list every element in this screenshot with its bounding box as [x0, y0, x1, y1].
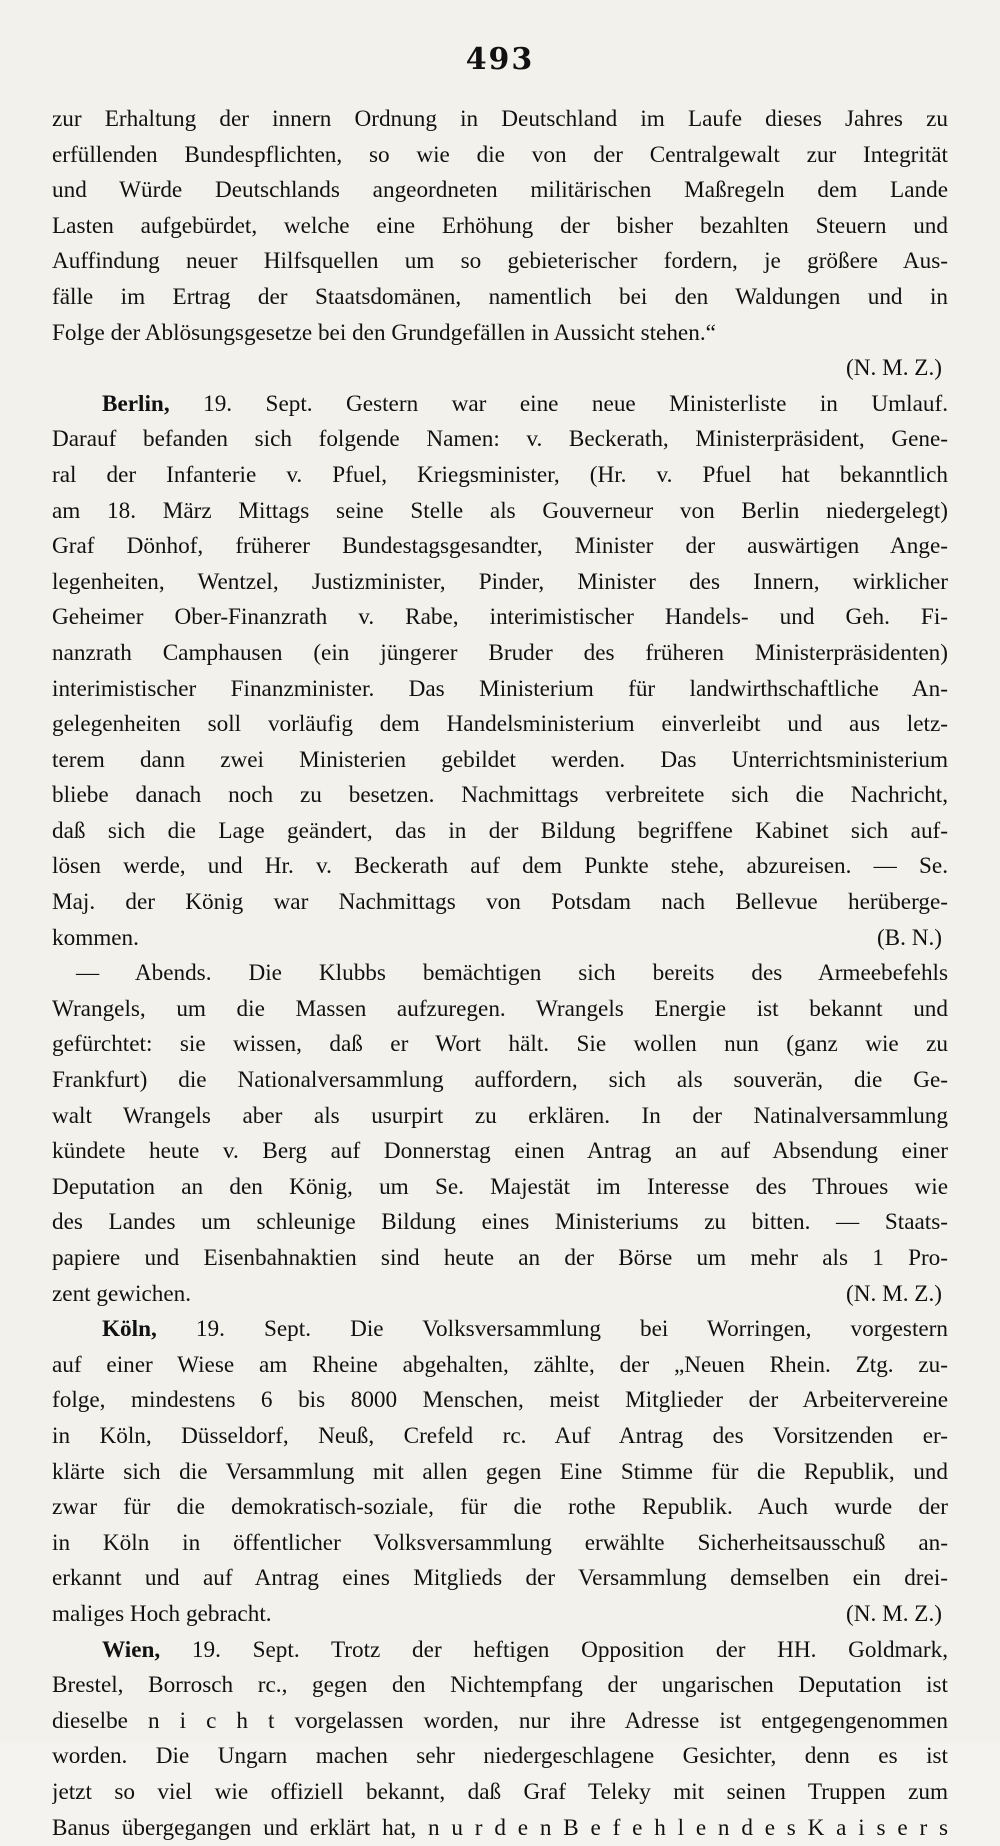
- text-line: Folge der Ablösungsgesetze bei den Grundgefällen in Aussicht stehen.“: [52, 316, 948, 352]
- text-line: Wrangels, um die Massen aufzuregen. Wrangels Energie ist bekannt und: [52, 992, 948, 1028]
- text-line: Deputation an den König, um Se. Majestät im Interesse des Throues wie: [52, 1170, 948, 1206]
- text-line: bliebe danach noch zu besetzen. Nachmittags verbreitete sich die Nachricht,: [52, 778, 948, 814]
- text-body: [52, 102, 948, 1846]
- text-line: Auffindung neuer Hilfsquellen um so gebieterischer fordern, je größere Aus-: [52, 244, 948, 280]
- text-line: Lasten aufgebürdet, welche eine Erhöhung der bisher bezahlten Steuern und: [52, 209, 948, 245]
- closing-line: [52, 921, 948, 957]
- text-line: papiere und Eisenbahnaktien sind heute an der Börse um mehr als 1 Pro-: [52, 1241, 948, 1277]
- source-citation: (N. M. Z.): [52, 351, 948, 387]
- text-line: klärte sich die Versammlung mit allen gegen Eine Stimme für die Republik, und: [52, 1455, 948, 1491]
- text-line: kündete heute v. Berg auf Donnerstag einen Antrag an auf Absendung einer: [52, 1134, 948, 1170]
- place-name: Berlin,: [102, 391, 170, 417]
- text-line-end: maliges Hoch gebracht.: [52, 1597, 272, 1633]
- text-line: jetzt so viel wie offiziell bekannt, daß Graf Teleky mit seinen Truppen zum: [52, 1775, 948, 1811]
- text-line: in Köln, Düsseldorf, Neuß, Crefeld rc. Auf Antrag des Vorsitzenden er-: [52, 1419, 948, 1455]
- text-line: lösen werde, und Hr. v. Beckerath auf dem Punkte stehe, abzureisen. — Se.: [52, 849, 948, 885]
- text-line: — Abends. Die Klubbs bemächtigen sich bereits des Armeebefehls: [52, 956, 948, 992]
- text-line-start: 19. Sept. Trotz der heftigen Opposition der HH. Goldmark,: [192, 1637, 948, 1663]
- text-line: und Würde Deutschlands angeordneten militärischen Maßregeln dem Lande: [52, 173, 948, 209]
- source-citation: (B. N.): [877, 921, 948, 957]
- text-line-end: zent gewichen.: [52, 1277, 191, 1313]
- text-line: nanzrath Camphausen (ein jüngerer Bruder des früheren Ministerpräsidenten): [52, 636, 948, 672]
- article-heading-line: [52, 1312, 948, 1348]
- text-line: ral der Infanterie v. Pfuel, Kriegsminister, (Hr. v. Pfuel hat bekanntlich: [52, 458, 948, 494]
- text-line: am 18. März Mittags seine Stelle als Gouverneur von Berlin niedergelegt): [52, 494, 948, 530]
- source-citation: (N. M. Z.): [846, 1277, 948, 1313]
- text-line: gefürchtet: sie wissen, daß er Wort hält. Sie wollen nun (ganz wie zu: [52, 1027, 948, 1063]
- text-line: interimistischer Finanzminister. Das Ministerium für landwirthschaftliche An-: [52, 672, 948, 708]
- page-number: 493: [52, 42, 948, 80]
- text-line: Frankfurt) die Nationalversammlung auffordern, sich als souverän, die Ge-: [52, 1063, 948, 1099]
- text-line: daß sich die Lage geändert, das in der Bildung begriffene Kabinet sich auf-: [52, 814, 948, 850]
- text-line: erfüllenden Bundespflichten, so wie die von der Centralgewalt zur Integrität: [52, 138, 948, 174]
- place-name: Köln,: [102, 1316, 157, 1342]
- closing-line: [52, 1597, 948, 1633]
- text-line: Banus übergegangen und erklärt hat, n u r d e n B e f e h l e n d e s K a i s e r s: [52, 1811, 948, 1846]
- text-line: zur Erhaltung der innern Ordnung in Deutschland im Laufe dieses Jahres zu: [52, 102, 948, 138]
- place-name: Wien,: [102, 1637, 160, 1663]
- text-line: gelegenheiten soll vorläufig dem Handelsministerium einverleibt und aus letz-: [52, 707, 948, 743]
- article-heading-line: [52, 1633, 948, 1669]
- text-line: fälle im Ertrag der Staatsdomänen, namentlich bei den Waldungen und in: [52, 280, 948, 316]
- text-line: zwar für die demokratisch-soziale, für die rothe Republik. Auch wurde der: [52, 1490, 948, 1526]
- text-line: auf einer Wiese am Rheine abgehalten, zählte, der „Neuen Rhein. Ztg. zu-: [52, 1348, 948, 1384]
- text-line: Brestel, Borrosch rc., gegen den Nichtempfang der ungarischen Deputation ist: [52, 1668, 948, 1704]
- text-line-start: 19. Sept. Die Volksversammlung bei Worringen, vorgestern: [196, 1316, 948, 1342]
- text-line: worden. Die Ungarn machen sehr niedergeschlagene Gesichter, denn es ist: [52, 1739, 948, 1775]
- text-line-end: kommen.: [52, 921, 139, 957]
- text-line: terem dann zwei Ministerien gebildet werden. Das Unterrichtsministerium: [52, 743, 948, 779]
- text-line: des Landes um schleunige Bildung eines Ministeriums zu bitten. — Staats-: [52, 1205, 948, 1241]
- text-line-start: 19. Sept. Gestern war eine neue Ministerliste in Umlauf.: [203, 391, 948, 417]
- text-line: in Köln in öffentlicher Volksversammlung erwählte Sicherheitsausschuß an-: [52, 1526, 948, 1562]
- text-line: Graf Dönhof, früherer Bundestagsgesandter, Minister der auswärtigen Ange-: [52, 529, 948, 565]
- text-line: Maj. der König war Nachmittags von Potsdam nach Bellevue herüberge-: [52, 885, 948, 921]
- text-line: Darauf befanden sich folgende Namen: v. Beckerath, Ministerpräsident, Gene-: [52, 422, 948, 458]
- source-citation: (N. M. Z.): [846, 1597, 948, 1633]
- closing-line: [52, 1277, 948, 1313]
- text-line: erkannt und auf Antrag eines Mitglieds der Versammlung demselben ein drei-: [52, 1561, 948, 1597]
- text-line: legenheiten, Wentzel, Justizminister, Pinder, Minister des Innern, wirklicher: [52, 565, 948, 601]
- article-heading-line: [52, 387, 948, 423]
- text-line: walt Wrangels aber als usurpirt zu erklären. In der Natinalversammlung: [52, 1099, 948, 1135]
- text-line: folge, mindestens 6 bis 8000 Menschen, meist Mitglieder der Arbeitervereine: [52, 1383, 948, 1419]
- text-line: Geheimer Ober-Finanzrath v. Rabe, interimistischer Handels- und Geh. Fi-: [52, 600, 948, 636]
- text-line: dieselbe n i c h t vorgelassen worden, nur ihre Adresse ist entgegengenommen: [52, 1704, 948, 1740]
